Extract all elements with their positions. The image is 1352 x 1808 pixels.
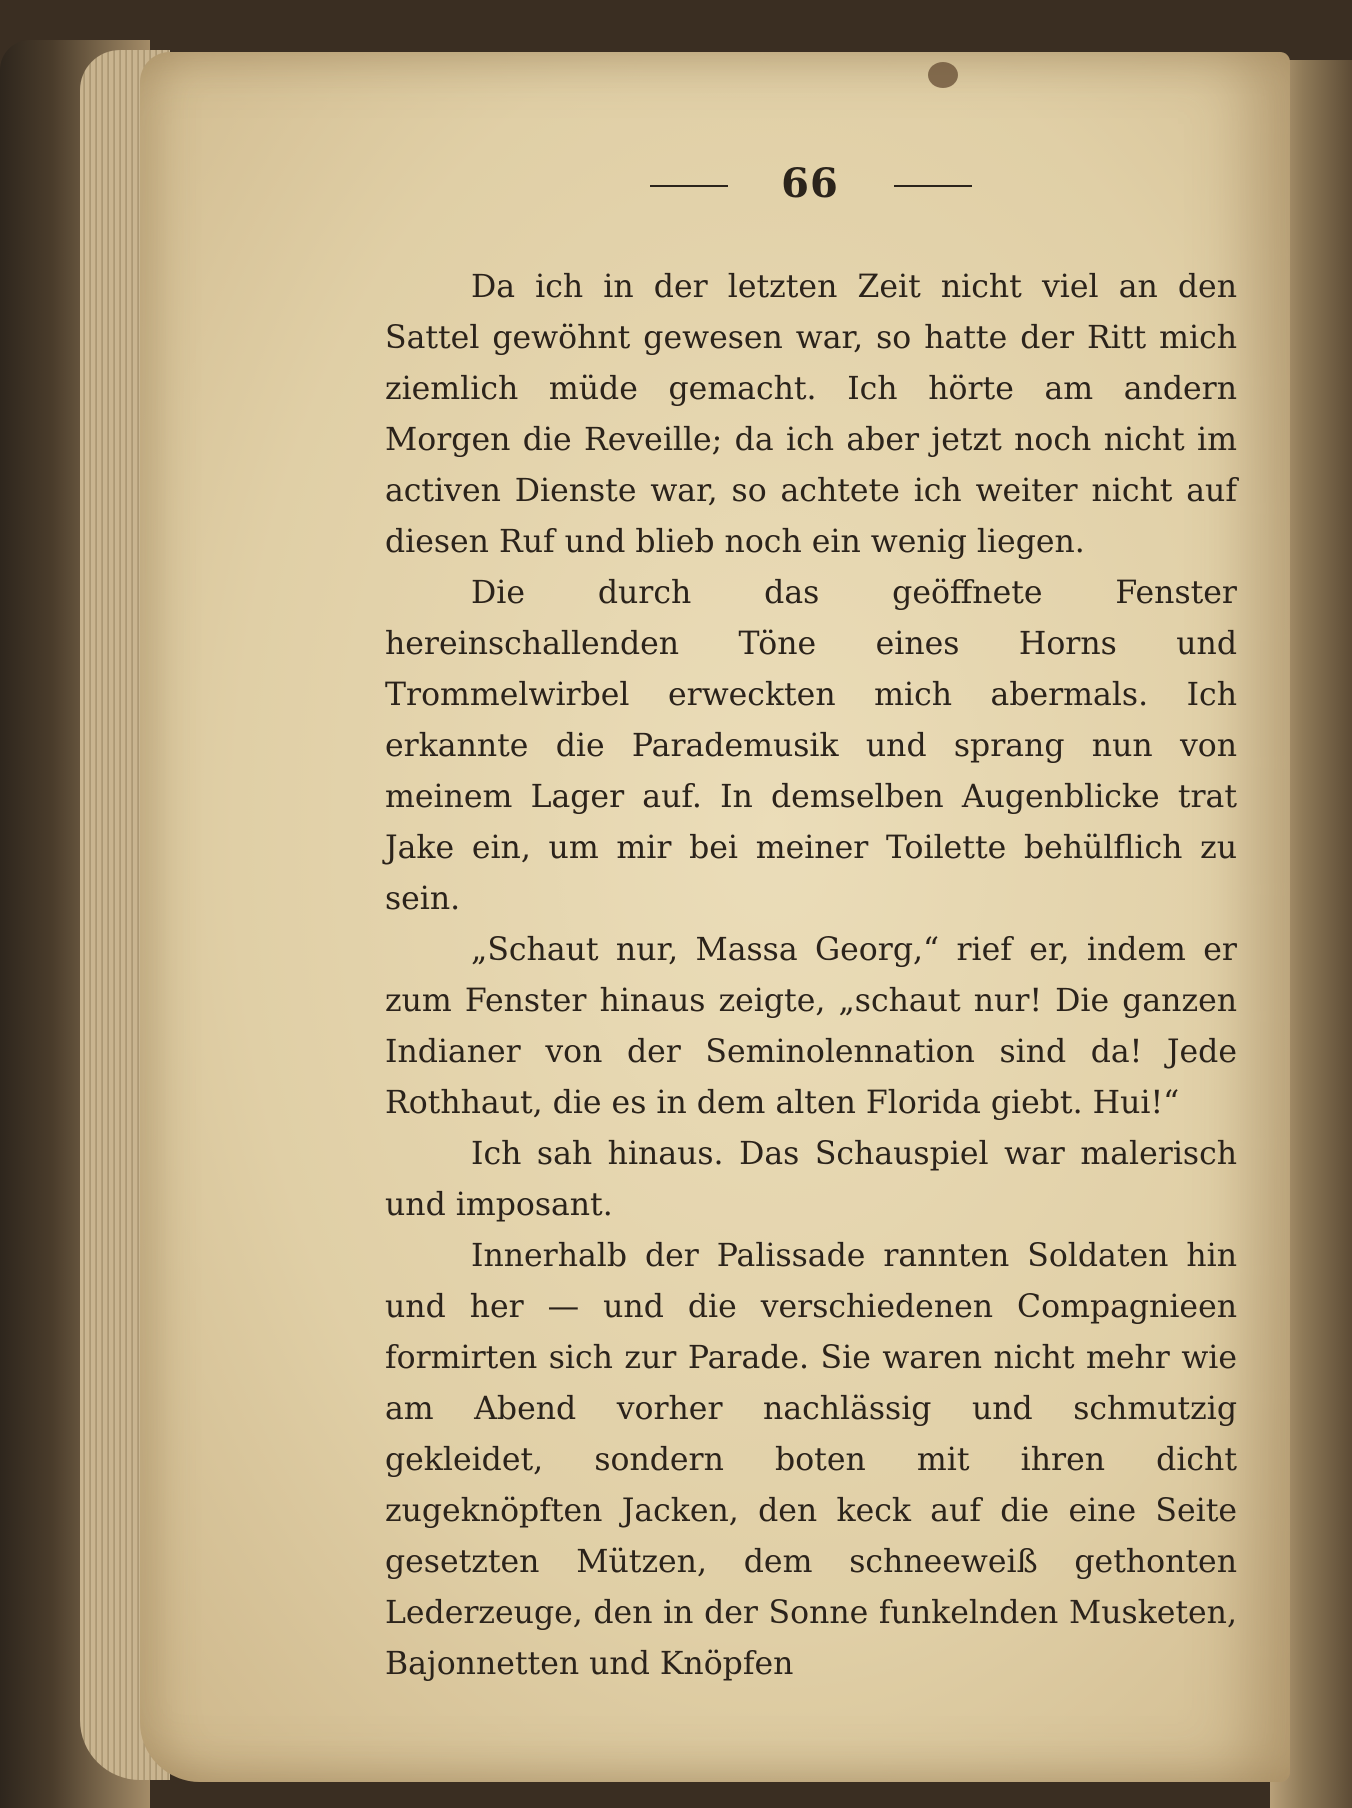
paragraph: Ich sah hinaus. Das Schauspiel war malerisch und imposant. <box>385 1136 1237 1223</box>
page-number: 66 <box>781 160 839 207</box>
paragraph: „Schaut nur, Massa Georg,“ rief er, indem er zum Fenster hinaus zeigte, „schaut nur! Die ganzen Indianer von der Seminolennation sind da! Jede Rothhaut, die es in dem alten Florida giebt. Hui!“ <box>385 932 1237 1121</box>
page-body-text <box>385 262 1237 1690</box>
header-rule-right <box>894 185 972 187</box>
paper-stain <box>928 62 958 88</box>
page-header <box>640 160 980 210</box>
paragraph: Innerhalb der Palissade rannten Soldaten hin und her — und die verschiedenen Compagnieen formirten sich zur Parade. Sie waren nicht mehr wie am Abend vorher nachlässig und schmutzig gekleidet, sondern boten mit ihren dicht zugeknöpften Jacken, den keck auf die eine Seite gesetzten Mützen, dem schneeweiß gethonten Lederzeuge, den in der Sonne funkelnden Musketen, Bajonnetten und Knöpfen <box>385 1238 1237 1682</box>
paragraph: Die durch das geöffnete Fenster hereinschallenden Töne eines Horns und Trommelwirbel erweckten mich abermals. Ich erkannte die Parademusik und sprang nun von meinem Lager auf. In demselben Augenblicke trat Jake ein, um mir bei meiner Toilette behülflich zu sein. <box>385 575 1237 917</box>
paragraph: Da ich in der letzten Zeit nicht viel an den Sattel gewöhnt gewesen war, so hatte der Ritt mich ziemlich müde gemacht. Ich hörte am andern Morgen die Reveille; da ich aber jetzt noch nicht im activen Dienste war, so achtete ich weiter nicht auf diesen Ruf und blieb noch ein wenig liegen. <box>385 269 1237 560</box>
